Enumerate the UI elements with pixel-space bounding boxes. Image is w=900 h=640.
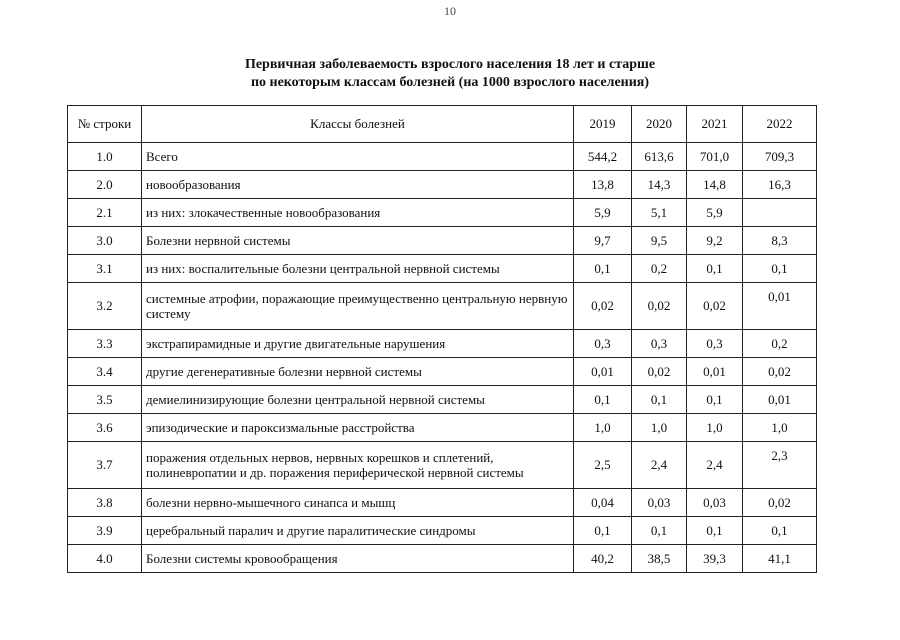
disease-class-cell: Всего [142, 143, 574, 171]
value-cell-2019: 544,2 [574, 143, 632, 171]
value-cell-2022 [743, 199, 817, 227]
row-number-cell: 4.0 [68, 545, 142, 573]
value-cell-2021: 1,0 [687, 414, 743, 442]
table-row [68, 414, 817, 442]
header-year-2019: 2019 [574, 106, 632, 143]
value-cell-2020: 1,0 [632, 414, 687, 442]
row-number-cell: 2.0 [68, 171, 142, 199]
row-number-cell: 3.7 [68, 442, 142, 489]
value-cell-2020: 0,3 [632, 330, 687, 358]
value-cell-2020: 0,2 [632, 255, 687, 283]
page-title [0, 56, 900, 92]
value-cell-2019: 5,9 [574, 199, 632, 227]
value-cell-2021: 701,0 [687, 143, 743, 171]
morbidity-table [67, 105, 817, 573]
table-row [68, 283, 817, 330]
table-row [68, 199, 817, 227]
value-cell-2022: 16,3 [743, 171, 817, 199]
value-cell-2021: 0,03 [687, 489, 743, 517]
table-row [68, 330, 817, 358]
value-cell-2022: 709,3 [743, 143, 817, 171]
disease-class-cell: церебральный паралич и другие паралитические синдромы [142, 517, 574, 545]
value-cell-2022: 0,1 [743, 517, 817, 545]
table-row [68, 358, 817, 386]
table-row [68, 517, 817, 545]
value-cell-2019: 40,2 [574, 545, 632, 573]
value-cell-2019: 0,02 [574, 283, 632, 330]
disease-class-cell: из них: злокачественные новообразования [142, 199, 574, 227]
header-disease-class: Классы болезней [142, 106, 574, 143]
value-cell-2022: 0,01 [743, 386, 817, 414]
row-number-cell: 3.6 [68, 414, 142, 442]
row-number-cell: 3.2 [68, 283, 142, 330]
value-cell-2022: 41,1 [743, 545, 817, 573]
value-cell-2019: 2,5 [574, 442, 632, 489]
disease-class-cell: экстрапирамидные и другие двигательные нарушения [142, 330, 574, 358]
table-header-row [68, 106, 817, 143]
table-body [68, 143, 817, 573]
value-cell-2021: 5,9 [687, 199, 743, 227]
value-cell-2021: 0,3 [687, 330, 743, 358]
value-cell-2020: 14,3 [632, 171, 687, 199]
value-cell-2022: 2,3 [743, 442, 817, 489]
disease-class-cell: поражения отдельных нервов, нервных корешков и сплетений, полиневропатии и др. поражения периферической нервной системы [142, 442, 574, 489]
value-cell-2020: 38,5 [632, 545, 687, 573]
row-number-cell: 3.8 [68, 489, 142, 517]
row-number-cell: 2.1 [68, 199, 142, 227]
value-cell-2019: 0,3 [574, 330, 632, 358]
value-cell-2021: 14,8 [687, 171, 743, 199]
value-cell-2021: 0,01 [687, 358, 743, 386]
row-number-cell: 3.0 [68, 227, 142, 255]
value-cell-2022: 0,1 [743, 255, 817, 283]
title-line-2: по некоторым классам болезней (на 1000 взрослого населения) [250, 75, 650, 90]
disease-class-cell: эпизодические и пароксизмальные расстройства [142, 414, 574, 442]
value-cell-2022: 8,3 [743, 227, 817, 255]
disease-class-cell: системные атрофии, поражающие преимущественно центральную нервную систему [142, 283, 574, 330]
value-cell-2021: 0,1 [687, 386, 743, 414]
value-cell-2019: 0,04 [574, 489, 632, 517]
table-row [68, 386, 817, 414]
table-row [68, 171, 817, 199]
value-cell-2019: 0,1 [574, 255, 632, 283]
disease-class-cell: болезни нервно-мышечного синапса и мышц [142, 489, 574, 517]
table-row [68, 489, 817, 517]
table-row [68, 442, 817, 489]
value-cell-2021: 9,2 [687, 227, 743, 255]
disease-class-cell: демиелинизирующие болезни центральной нервной системы [142, 386, 574, 414]
disease-class-cell: Болезни нервной системы [142, 227, 574, 255]
table-row [68, 227, 817, 255]
row-number-cell: 3.5 [68, 386, 142, 414]
value-cell-2021: 2,4 [687, 442, 743, 489]
value-cell-2019: 1,0 [574, 414, 632, 442]
value-cell-2019: 0,01 [574, 358, 632, 386]
value-cell-2021: 0,1 [687, 517, 743, 545]
value-cell-2022: 0,02 [743, 489, 817, 517]
value-cell-2020: 5,1 [632, 199, 687, 227]
table-row [68, 545, 817, 573]
value-cell-2020: 0,1 [632, 517, 687, 545]
value-cell-2019: 0,1 [574, 517, 632, 545]
header-row-number: № строки [68, 106, 142, 143]
value-cell-2019: 13,8 [574, 171, 632, 199]
value-cell-2022: 0,2 [743, 330, 817, 358]
value-cell-2020: 9,5 [632, 227, 687, 255]
value-cell-2022: 1,0 [743, 414, 817, 442]
value-cell-2020: 0,02 [632, 358, 687, 386]
table-row [68, 255, 817, 283]
title-line-1: Первичная заболеваемость взрослого населения 18 лет и старше [244, 57, 656, 72]
table-row [68, 143, 817, 171]
value-cell-2021: 0,1 [687, 255, 743, 283]
value-cell-2020: 0,03 [632, 489, 687, 517]
header-year-2022: 2022 [743, 106, 817, 143]
disease-class-cell: другие дегенеративные болезни нервной системы [142, 358, 574, 386]
row-number-cell: 1.0 [68, 143, 142, 171]
disease-class-cell: новообразования [142, 171, 574, 199]
header-year-2021: 2021 [687, 106, 743, 143]
value-cell-2021: 39,3 [687, 545, 743, 573]
value-cell-2019: 9,7 [574, 227, 632, 255]
row-number-cell: 3.9 [68, 517, 142, 545]
value-cell-2020: 2,4 [632, 442, 687, 489]
value-cell-2019: 0,1 [574, 386, 632, 414]
row-number-cell: 3.3 [68, 330, 142, 358]
value-cell-2022: 0,01 [743, 283, 817, 330]
header-year-2020: 2020 [632, 106, 687, 143]
value-cell-2020: 613,6 [632, 143, 687, 171]
row-number-cell: 3.1 [68, 255, 142, 283]
value-cell-2020: 0,02 [632, 283, 687, 330]
value-cell-2020: 0,1 [632, 386, 687, 414]
value-cell-2021: 0,02 [687, 283, 743, 330]
disease-class-cell: Болезни системы кровообращения [142, 545, 574, 573]
disease-class-cell: из них: воспалительные болезни центральной нервной системы [142, 255, 574, 283]
value-cell-2022: 0,02 [743, 358, 817, 386]
page-number: 10 [444, 4, 456, 18]
row-number-cell: 3.4 [68, 358, 142, 386]
